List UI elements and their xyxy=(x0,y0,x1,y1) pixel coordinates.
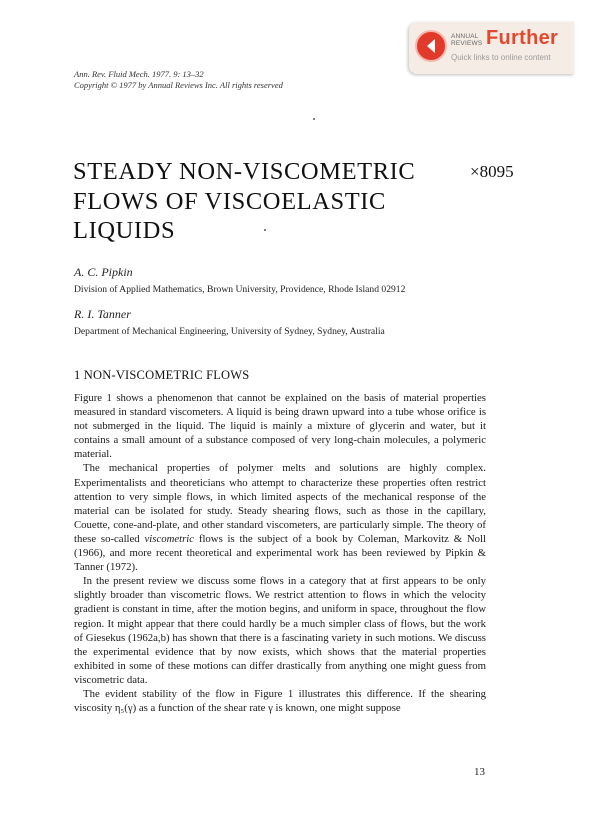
paragraph: Figure 1 shows a phenomenon that cannot be explained on the basis of material properties measured in standard viscometers. A liquid is being drawn upward into a tube whose orifice is not submerged in the liquid. The liquid is mainly a mixture of glycerin and water, but it contains a small amount of a substance composed of very long-chain molecules, a polymeric material. xyxy=(74,392,486,461)
further-brand: Further xyxy=(486,27,559,49)
paragraph xyxy=(74,461,486,574)
page-number: 13 xyxy=(474,766,485,778)
paragraph-text: flows is the subject of a book by Coleman, Markovitz & Noll (1966), and more recent theoretical and experimental work has been reviewed by Pipkin & Tanner (1972). xyxy=(74,532,487,574)
author-name: R. I. Tanner xyxy=(74,307,131,321)
scan-speck xyxy=(313,118,315,120)
banner-subtitle[interactable]: Quick links to online content xyxy=(451,53,551,62)
section-heading: 1 NON-VISCOMETRIC FLOWS xyxy=(74,368,250,382)
annual-reviews-label: ANNUAL REVIEWS xyxy=(451,33,483,47)
article-title xyxy=(73,157,415,246)
reference-number: ×8095 xyxy=(470,162,514,181)
journal-citation xyxy=(74,69,283,90)
back-arrow-icon xyxy=(415,30,447,62)
title-line: STEADY NON-VISCOMETRIC xyxy=(73,158,416,185)
paragraph: In the present review we discuss some flows in a category that at first appears to be only slightly broader than viscometric flows. We restrict attention to flows in which the velocity gradient is constant in time, after the motion begins, and uniform in space, throughout the flow region. It might appear that there could hardly be a much simpler class of flows, but the work of Giesekus (1962a,b) has shown that there is a fascinating variety in such motions. We discuss the experimental evidence that by now exists, which shows that the material properties exhibited in some of these motions can differ drastically from anything one might guess from viscometric data. xyxy=(74,575,486,686)
paragraph-text: The mechanical properties of polymer melts and solutions are highly complex. Experimentalists and theoreticians who attempt to characterize these properties often restrict attention to very simple flows, in which limited aspects of the mechanical response of the material can be isolated for study. Steady shearing flows, such as those in the capillary, Couette, cone-and-plate, and other standard viscometers, are particularly simple. The theory of these so-called xyxy=(74,462,486,545)
further-links-banner[interactable] xyxy=(409,22,574,74)
title-line: LIQUIDS xyxy=(73,217,176,244)
citation-line-1: Ann. Rev. Fluid Mech. 1977. 9: 13–32 xyxy=(74,69,204,79)
emphasized-term: viscometric xyxy=(144,532,195,545)
author-name: A. C. Pipkin xyxy=(74,265,133,279)
copyright-line: Copyright © 1977 by Annual Reviews Inc. All rights reserved xyxy=(74,79,283,90)
author-affiliation: Department of Mechanical Engineering, University of Sydney, Sydney, Australia xyxy=(74,326,385,337)
article-body xyxy=(74,391,486,715)
title-line: FLOWS OF VISCOELASTIC xyxy=(73,187,386,215)
author-affiliation: Division of Applied Mathematics, Brown University, Providence, Rhode Island 02912 xyxy=(74,284,406,295)
paragraph: The evident stability of the flow in Figure 1 illustrates this difference. If the shearing viscosity η₅(γ) as a function of the shear rate γ is known, one might suppose xyxy=(74,687,486,715)
